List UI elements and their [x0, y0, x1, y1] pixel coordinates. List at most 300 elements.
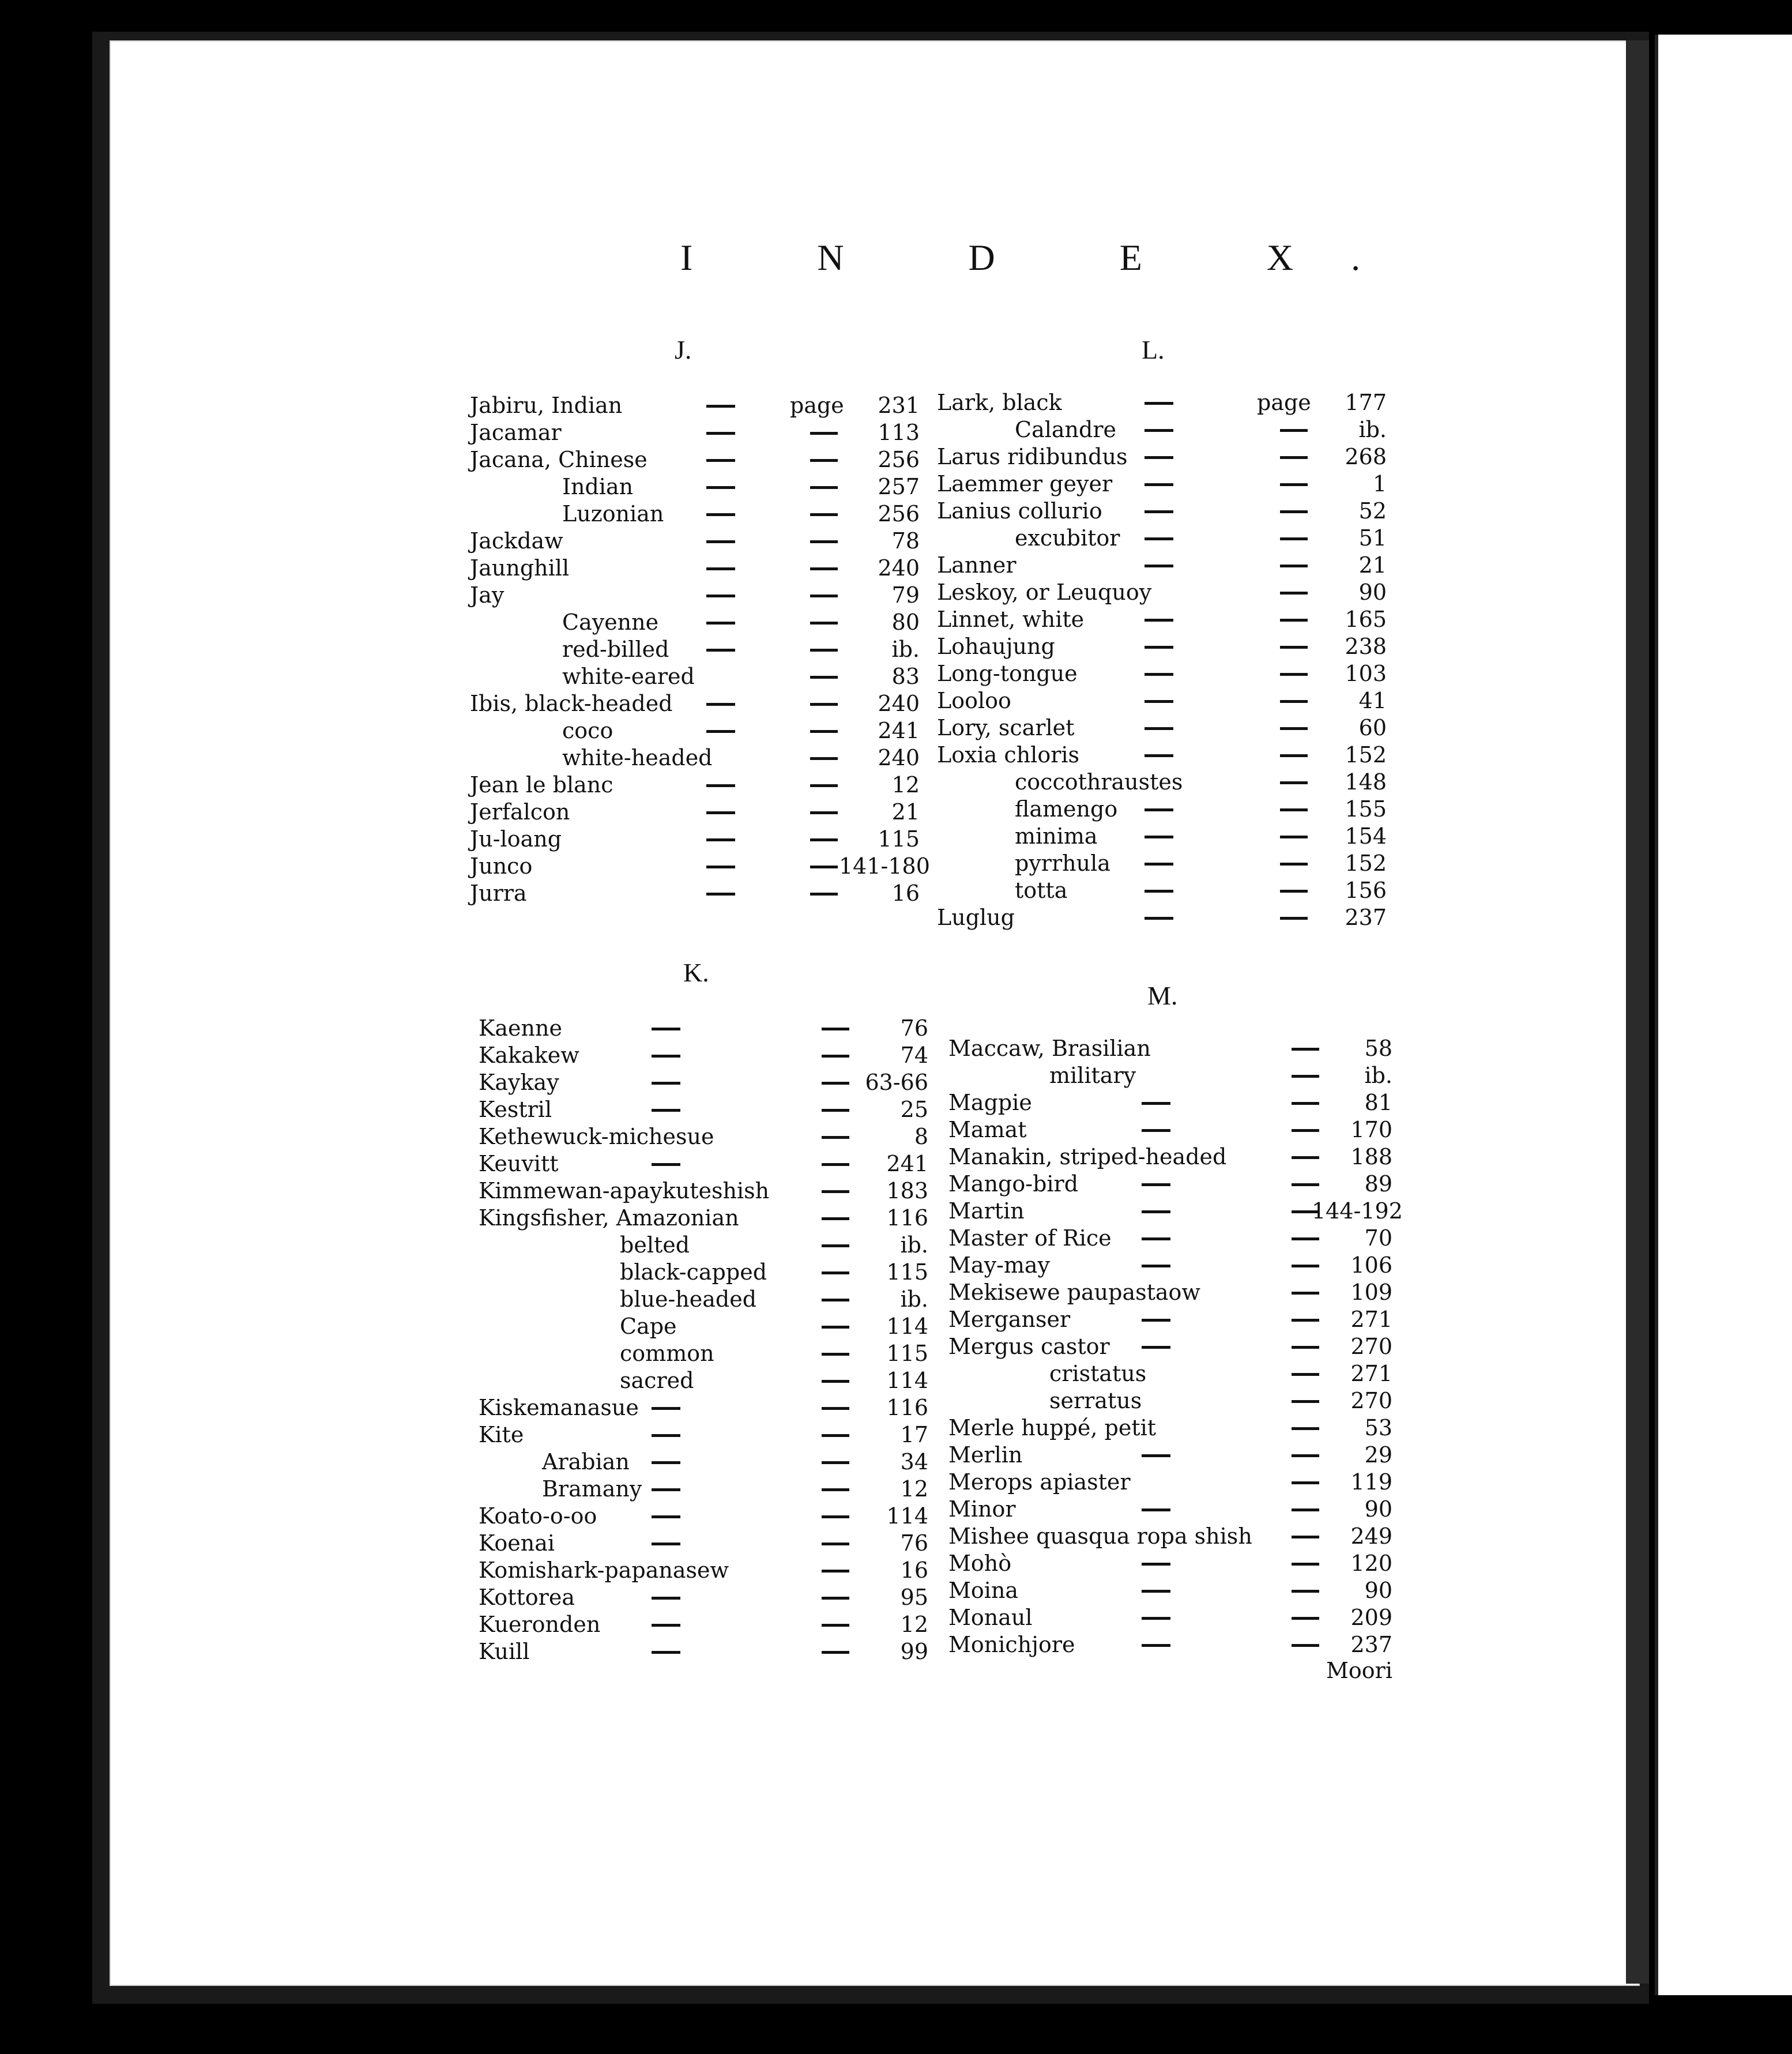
- leader-dash: [1145, 619, 1173, 622]
- leader-dash: [1145, 510, 1173, 513]
- page-number: 238: [1345, 634, 1387, 659]
- leader-dash: [1280, 700, 1308, 703]
- leader-dash: [652, 1651, 680, 1654]
- index-entry: [470, 772, 920, 799]
- index-entry: [948, 1631, 1392, 1658]
- index-entry: [479, 1557, 928, 1584]
- leader-dash: [810, 784, 838, 787]
- index-entry: [479, 1042, 928, 1069]
- entry-name: Bramany: [542, 1476, 642, 1502]
- page-title: I N D E X.: [680, 237, 1418, 278]
- leader-dash: [1145, 429, 1173, 432]
- leader-dash: [706, 432, 735, 435]
- index-entry: [479, 1367, 928, 1394]
- entry-name: flamengo: [1015, 796, 1118, 822]
- index-entry: [479, 1584, 928, 1611]
- page-number: 115: [886, 1259, 928, 1285]
- entry-name: Laemmer geyer: [937, 471, 1113, 496]
- leader-dash: [822, 1570, 849, 1573]
- leader-dash: [822, 1353, 849, 1356]
- page-number: 116: [886, 1205, 928, 1231]
- leader-dash: [810, 513, 838, 516]
- page-number: 60: [1358, 715, 1387, 740]
- leader-dash: [822, 1515, 849, 1518]
- index-entry: [937, 633, 1392, 660]
- page-number: 241: [878, 718, 920, 743]
- leader-dash: [706, 838, 735, 841]
- leader-dash: [1142, 1237, 1170, 1240]
- leader-dash: [1142, 1265, 1170, 1267]
- page-number: 256: [878, 501, 920, 526]
- index-entry: [948, 1442, 1392, 1469]
- entry-name: totta: [1015, 878, 1068, 903]
- leader-dash: [706, 703, 735, 706]
- leader-dash: [810, 432, 838, 435]
- index-entry: [479, 1449, 928, 1476]
- index-entry: [948, 1035, 1392, 1062]
- index-entry: [937, 443, 1392, 471]
- leader-dash: [706, 486, 735, 489]
- index-entry: [470, 880, 920, 907]
- leader-dash: [1145, 917, 1173, 920]
- index-entry: [479, 1069, 928, 1096]
- leader-dash: [1280, 619, 1308, 622]
- index-entry: [948, 1171, 1392, 1198]
- index-entry: [948, 1306, 1392, 1333]
- leader-dash: [1142, 1210, 1170, 1213]
- entry-name: common: [620, 1341, 714, 1366]
- entry-name: white-eared: [562, 664, 695, 689]
- leader-dash: [1145, 890, 1173, 893]
- index-entry: [937, 606, 1392, 633]
- index-column-j: [470, 392, 930, 907]
- adjacent-page: [1655, 35, 1792, 1995]
- leader-dash: [822, 1597, 849, 1600]
- entry-name: Manakin, striped-headed: [948, 1144, 1227, 1169]
- leader-dash: [706, 513, 735, 516]
- leader-dash: [822, 1109, 849, 1112]
- index-entry: [470, 663, 920, 690]
- leader-dash: [706, 730, 735, 733]
- page-number: 115: [886, 1341, 928, 1366]
- entry-name: Monaul: [948, 1605, 1033, 1630]
- entry-name: Kimmewan-apaykuteshish: [479, 1178, 770, 1203]
- index-entry: [948, 1333, 1392, 1360]
- page-label: page: [790, 393, 844, 418]
- page-number: 148: [1345, 769, 1387, 795]
- entry-name: Lark, black: [937, 390, 1062, 415]
- entry-name: Indian: [562, 474, 634, 499]
- entry-name: Looloo: [937, 688, 1011, 713]
- page-number: 34: [900, 1449, 928, 1474]
- page-number: 76: [900, 1530, 928, 1556]
- index-entry: [479, 1394, 928, 1421]
- index-entry: [937, 904, 1392, 931]
- page-number: 270: [1350, 1388, 1392, 1413]
- leader-dash: [1280, 781, 1308, 784]
- leader-dash: [1280, 429, 1308, 432]
- entry-name: Merops apiaster: [948, 1469, 1131, 1495]
- leader-dash: [1280, 537, 1308, 540]
- entry-name: sacred: [620, 1368, 694, 1393]
- page-number: 156: [1345, 878, 1387, 903]
- page-number: 52: [1358, 498, 1387, 524]
- leader-dash: [810, 866, 838, 868]
- leader-dash: [822, 1380, 849, 1383]
- leader-dash: [652, 1082, 680, 1085]
- leader-dash: [810, 757, 838, 760]
- leader-dash: [822, 1624, 849, 1627]
- page-number: ib.: [1364, 1063, 1392, 1088]
- page-number: 21: [1358, 552, 1387, 578]
- entry-name: Maccaw, Brasilian: [948, 1036, 1151, 1061]
- entry-name: Koenai: [479, 1530, 555, 1556]
- entry-name: Kakakew: [479, 1043, 579, 1068]
- page-number: 109: [1350, 1280, 1392, 1305]
- index-entry: [479, 1611, 928, 1638]
- entry-name: excubitor: [1015, 525, 1120, 551]
- index-entry: [470, 744, 920, 772]
- leader-dash: [810, 676, 838, 679]
- entry-name: Luglug: [937, 905, 1015, 930]
- leader-dash: [822, 1055, 849, 1058]
- leader-dash: [822, 1217, 849, 1220]
- leader-dash: [822, 1326, 849, 1329]
- page-number: 106: [1350, 1252, 1392, 1278]
- index-entry: [937, 389, 1392, 416]
- index-entry: [479, 1286, 928, 1313]
- entry-name: Calandre: [1015, 417, 1116, 442]
- leader-dash: [1142, 1508, 1170, 1511]
- index-entry: [470, 419, 920, 446]
- index-entry: [948, 1089, 1392, 1116]
- leader-dash: [810, 459, 838, 462]
- index-entry: [479, 1638, 928, 1665]
- index-entry: [937, 416, 1392, 443]
- page-number: 240: [878, 745, 920, 770]
- leader-dash: [822, 1299, 849, 1301]
- leader-dash: [1142, 1617, 1170, 1620]
- leader-dash: [1145, 673, 1173, 676]
- entry-name: Mekisewe paupastaow: [948, 1280, 1200, 1305]
- entry-name: Luzonian: [562, 501, 664, 526]
- leader-dash: [706, 811, 735, 814]
- entry-name: Kestril: [479, 1097, 552, 1122]
- index-entry: [479, 1123, 928, 1150]
- leader-dash: [1142, 1454, 1170, 1457]
- leader-dash: [822, 1407, 849, 1410]
- page-number: 155: [1345, 796, 1387, 822]
- entry-name: Ibis, black-headed: [470, 691, 673, 716]
- leader-dash: [1280, 863, 1308, 866]
- index-entry: [479, 1232, 928, 1259]
- index-entry: [948, 1143, 1392, 1171]
- page-sheet: [110, 40, 1640, 1986]
- leader-dash: [1280, 456, 1308, 459]
- index-entry: [479, 1015, 928, 1042]
- entry-name: Mishee quasqua ropa shish: [948, 1523, 1252, 1549]
- leader-dash: [652, 1597, 680, 1600]
- leader-dash: [1280, 754, 1308, 757]
- leader-dash: [822, 1244, 849, 1247]
- index-entry: [937, 877, 1392, 904]
- entry-name: Kaenne: [479, 1015, 562, 1041]
- page-number: 95: [900, 1585, 928, 1610]
- leader-dash: [810, 622, 838, 625]
- entry-name: Cape: [620, 1314, 677, 1339]
- leader-dash: [706, 784, 735, 787]
- entry-name: Kite: [479, 1422, 524, 1447]
- index-entry: [937, 471, 1392, 498]
- page-number: 17: [900, 1422, 928, 1447]
- page-number: 177: [1345, 390, 1387, 415]
- index-entry: [948, 1279, 1392, 1306]
- page-number: 113: [878, 420, 920, 445]
- leader-dash: [652, 1543, 680, 1545]
- index-entry: [470, 392, 920, 419]
- page-number: 240: [878, 555, 920, 581]
- page-number: 78: [891, 528, 920, 554]
- index-column-m: [948, 1035, 1403, 1658]
- index-entry: [937, 796, 1392, 823]
- entry-name: Jackdaw: [470, 528, 563, 554]
- leader-dash: [652, 1163, 680, 1166]
- leader-dash: [822, 1488, 849, 1491]
- leader-dash: [1280, 727, 1308, 730]
- leader-dash: [706, 649, 735, 652]
- entry-name: Mamat: [948, 1117, 1027, 1142]
- leader-dash: [810, 540, 838, 543]
- entry-name: Linnet, white: [937, 607, 1085, 632]
- index-entry: [479, 1340, 928, 1367]
- entry-name: Cayenne: [562, 610, 659, 635]
- page-number: 79: [891, 582, 920, 608]
- index-entry: [470, 501, 920, 528]
- page-number: 63-66: [865, 1070, 928, 1095]
- entry-name: Long-tongue: [937, 661, 1078, 686]
- index-entry: [937, 660, 1392, 687]
- leader-dash: [652, 1461, 680, 1464]
- entry-name: Kottorea: [479, 1585, 575, 1610]
- page-number: 12: [900, 1476, 928, 1502]
- page-number: 12: [900, 1612, 928, 1637]
- page-number: 114: [886, 1368, 928, 1393]
- entry-name: Lanius collurio: [937, 498, 1102, 524]
- leader-dash: [706, 595, 735, 597]
- page-number: 53: [1364, 1415, 1392, 1440]
- index-entry: [948, 1252, 1392, 1279]
- leader-dash: [1142, 1346, 1170, 1349]
- leader-dash: [1145, 483, 1173, 486]
- leader-dash: [822, 1028, 849, 1030]
- leader-dash: [1145, 863, 1173, 866]
- page-number: 209: [1350, 1605, 1392, 1630]
- page-number: ib.: [1358, 417, 1387, 442]
- leader-dash: [1280, 917, 1308, 920]
- entry-name: Jean le blanc: [470, 772, 613, 797]
- entry-name: Mohò: [948, 1551, 1012, 1576]
- index-entry: [479, 1421, 928, 1449]
- index-entry: [479, 1313, 928, 1340]
- page-number: 144-192: [1312, 1198, 1403, 1224]
- leader-dash: [810, 811, 838, 814]
- page-number: 76: [900, 1015, 928, 1041]
- leader-dash: [1142, 1319, 1170, 1322]
- page-number: 152: [1345, 851, 1387, 876]
- page-number: 257: [878, 474, 920, 499]
- entry-name: Leskoy, or Leuquoy: [937, 580, 1152, 605]
- entry-name: Jay: [470, 582, 505, 608]
- index-entry: [948, 1116, 1392, 1143]
- catchword: Moori: [1326, 1658, 1392, 1683]
- entry-name: Jacana, Chinese: [470, 447, 647, 472]
- index-entry: [948, 1604, 1392, 1631]
- entry-name: Jacamar: [470, 420, 562, 445]
- index-entry: [948, 1523, 1392, 1550]
- leader-dash: [706, 405, 735, 408]
- page-number: 240: [878, 691, 920, 716]
- leader-dash: [1145, 537, 1173, 540]
- entry-name: blue-headed: [620, 1286, 757, 1312]
- leader-dash: [652, 1624, 680, 1627]
- page-number: 256: [878, 447, 920, 472]
- leader-dash: [1280, 510, 1308, 513]
- page-number: 29: [1364, 1442, 1392, 1468]
- index-entry: [479, 1205, 928, 1232]
- leader-dash: [652, 1407, 680, 1410]
- index-entry: [948, 1415, 1392, 1442]
- index-entry: [470, 555, 920, 582]
- entry-name: Master of Rice: [948, 1225, 1112, 1251]
- leader-dash: [822, 1082, 849, 1085]
- entry-name: Ju-loang: [470, 826, 562, 852]
- leader-dash: [652, 1434, 680, 1437]
- page-number: ib.: [900, 1286, 928, 1312]
- leader-dash: [706, 622, 735, 625]
- leader-dash: [810, 838, 838, 841]
- page-number: 152: [1345, 742, 1387, 768]
- page-number: 115: [878, 826, 920, 852]
- index-entry: [479, 1530, 928, 1557]
- leader-dash: [1142, 1102, 1170, 1105]
- entry-name: Mergus castor: [948, 1334, 1110, 1359]
- entry-name: cristatus: [1049, 1361, 1147, 1386]
- leader-dash: [706, 567, 735, 570]
- section-heading-j: J.: [675, 335, 692, 364]
- leader-dash: [652, 1109, 680, 1112]
- entry-name: Merganser: [948, 1307, 1071, 1332]
- index-entry: [948, 1225, 1392, 1252]
- entry-name: Kuill: [479, 1639, 530, 1664]
- entry-name: Kingsfisher, Amazonian: [479, 1205, 739, 1231]
- leader-dash: [810, 893, 838, 896]
- index-entry: [937, 823, 1392, 850]
- index-entry: [470, 853, 930, 880]
- leader-dash: [1280, 565, 1308, 567]
- index-entry: [479, 1150, 928, 1178]
- index-entry: [937, 850, 1392, 877]
- entry-name: Komishark-papanasew: [479, 1558, 729, 1583]
- entry-name: serratus: [1049, 1388, 1142, 1413]
- entry-name: Lanner: [937, 552, 1017, 578]
- leader-dash: [652, 1028, 680, 1030]
- entry-name: Koato-o-oo: [479, 1503, 597, 1529]
- entry-name: Jurra: [470, 881, 527, 906]
- entry-name: red-billed: [562, 637, 669, 662]
- entry-name: Jabiru, Indian: [470, 393, 623, 418]
- leader-dash: [822, 1163, 849, 1166]
- entry-name: Kethewuck-michesue: [479, 1124, 714, 1149]
- leader-dash: [822, 1271, 849, 1274]
- section-heading-m: M.: [1147, 981, 1178, 1010]
- entry-name: black-capped: [620, 1259, 767, 1285]
- index-entry: [470, 799, 920, 826]
- index-entry: [479, 1178, 928, 1205]
- index-entry: [937, 498, 1392, 525]
- page-number: 119: [1350, 1469, 1392, 1495]
- entry-name: Larus ridibundus: [937, 444, 1128, 469]
- leader-dash: [822, 1136, 849, 1139]
- leader-dash: [1280, 890, 1308, 893]
- entry-name: coccothraustes: [1015, 769, 1183, 795]
- entry-name: May-may: [948, 1252, 1051, 1278]
- index-entry: [937, 714, 1392, 742]
- index-entry: [470, 528, 920, 555]
- page-number: 114: [886, 1314, 928, 1339]
- leader-dash: [1145, 727, 1173, 730]
- index-entry: [479, 1096, 928, 1123]
- index-entry: [948, 1387, 1392, 1415]
- entry-name: Merlin: [948, 1442, 1023, 1468]
- page-edge: [1626, 40, 1649, 1984]
- page-number: 41: [1358, 688, 1387, 713]
- entry-name: Kaykay: [479, 1070, 559, 1095]
- leader-dash: [1145, 402, 1173, 405]
- index-entry: [470, 473, 920, 501]
- page-number: 120: [1350, 1551, 1392, 1576]
- leader-dash: [652, 1488, 680, 1491]
- index-entry: [937, 769, 1392, 796]
- leader-dash: [1145, 808, 1173, 811]
- page-number: 114: [886, 1503, 928, 1529]
- leader-dash: [1142, 1590, 1170, 1593]
- page-number: 8: [914, 1124, 928, 1149]
- leader-dash: [1280, 592, 1308, 595]
- leader-dash: [810, 730, 838, 733]
- leader-dash: [1280, 483, 1308, 486]
- index-entry: [470, 582, 920, 609]
- page-number: 16: [900, 1558, 928, 1583]
- page-number: 74: [900, 1043, 928, 1068]
- leader-dash: [1280, 673, 1308, 676]
- leader-dash: [810, 649, 838, 652]
- index-entry: [937, 742, 1392, 769]
- entry-name: Minor: [948, 1496, 1016, 1522]
- index-entry: [948, 1198, 1403, 1225]
- leader-dash: [1145, 456, 1173, 459]
- page-number: 89: [1364, 1171, 1392, 1197]
- page-number: 90: [1364, 1496, 1392, 1522]
- entry-name: Kueronden: [479, 1612, 601, 1637]
- page-number: 81: [1364, 1090, 1392, 1115]
- section-heading-k: K.: [683, 958, 709, 987]
- leader-dash: [652, 1515, 680, 1518]
- entry-name: Moina: [948, 1578, 1019, 1603]
- leader-dash: [1145, 836, 1173, 838]
- page-number: 58: [1364, 1036, 1392, 1061]
- page-number: 237: [1350, 1632, 1392, 1657]
- entry-name: Martin: [948, 1198, 1025, 1224]
